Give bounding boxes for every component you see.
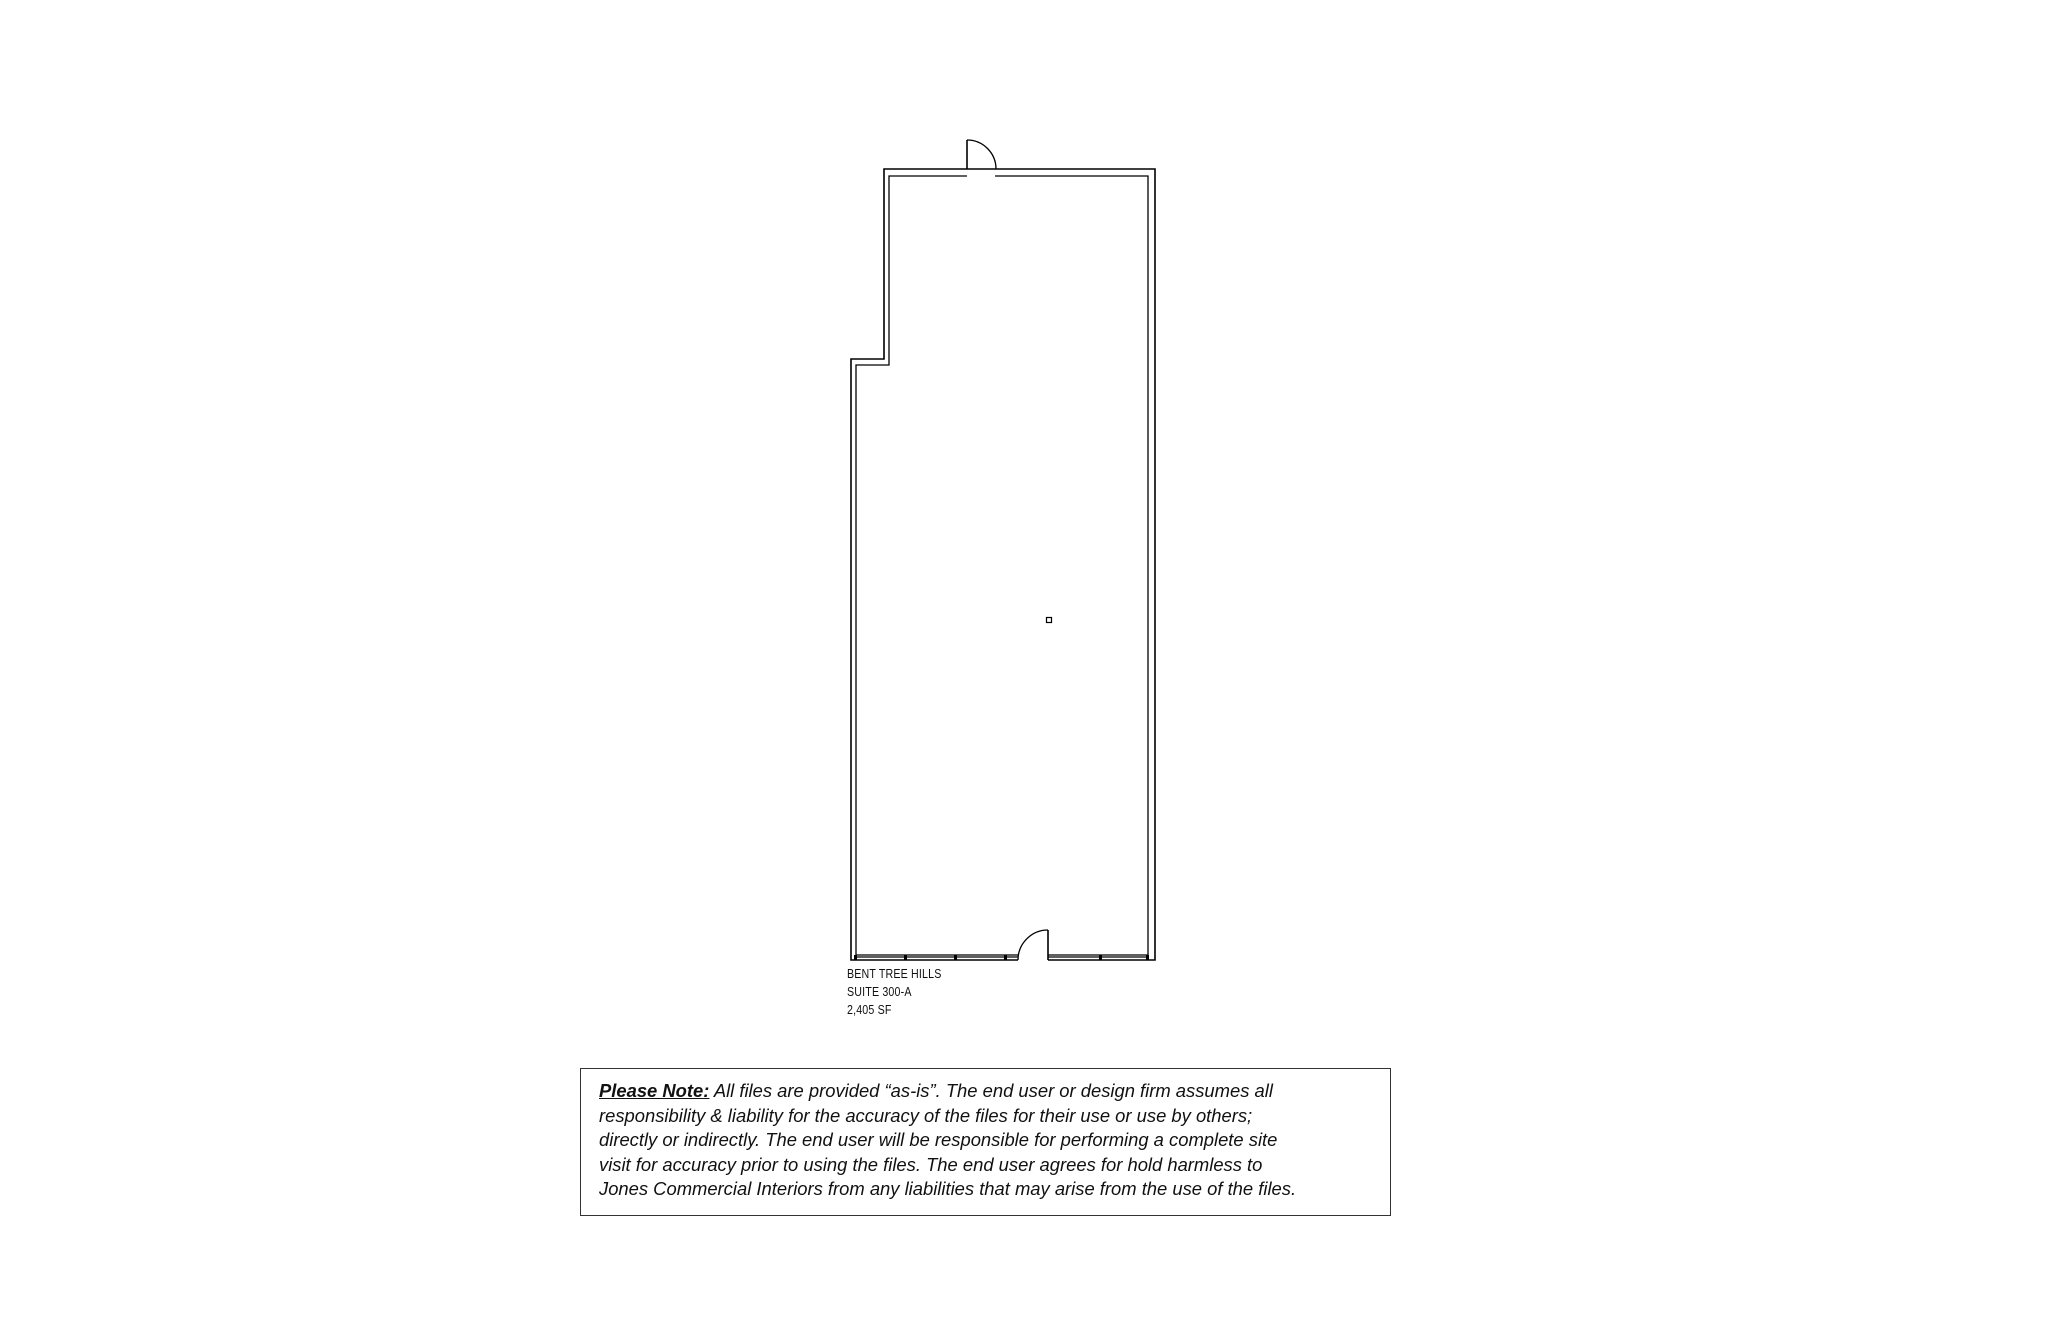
note-line: responsibility & liability for the accuracy of the files for their use or use by others; <box>599 1104 1253 1126</box>
note-text: All files are provided “as-is”. The end user or design firm assumes all <box>709 1080 1273 1101</box>
storefront-mullion <box>954 955 957 960</box>
inner-wall <box>856 176 1148 955</box>
storefront-mullion <box>1004 955 1007 960</box>
note-line: Jones Commercial Interiors from any liabilities that may arise from the use of the files. <box>599 1178 1297 1199</box>
storefront-mullion <box>854 955 857 960</box>
building-name: BENT TREE HILLS <box>847 966 942 981</box>
storefront-mullion <box>1146 955 1149 960</box>
rear-door-swing <box>967 140 996 169</box>
note-heading: Please Note: <box>599 1080 710 1101</box>
disclaimer-note <box>580 1068 1391 1216</box>
note-line: directly or indirectly. The end user will be responsible for performing a complete site <box>599 1129 1278 1150</box>
front-door-swing <box>1018 930 1048 960</box>
storefront-mullion <box>1099 955 1102 960</box>
note-line: visit for accuracy prior to using the files. The end user agrees for hold harmless to <box>599 1153 1263 1175</box>
suite-area: 2,405 SF <box>847 1002 892 1017</box>
note-line <box>599 1079 1372 1104</box>
suite-number: SUITE 300-A <box>847 984 912 999</box>
storefront-mullion <box>904 955 907 960</box>
suite-label <box>847 965 941 1019</box>
outer-wall <box>851 169 1155 960</box>
column-marker <box>1047 618 1052 623</box>
